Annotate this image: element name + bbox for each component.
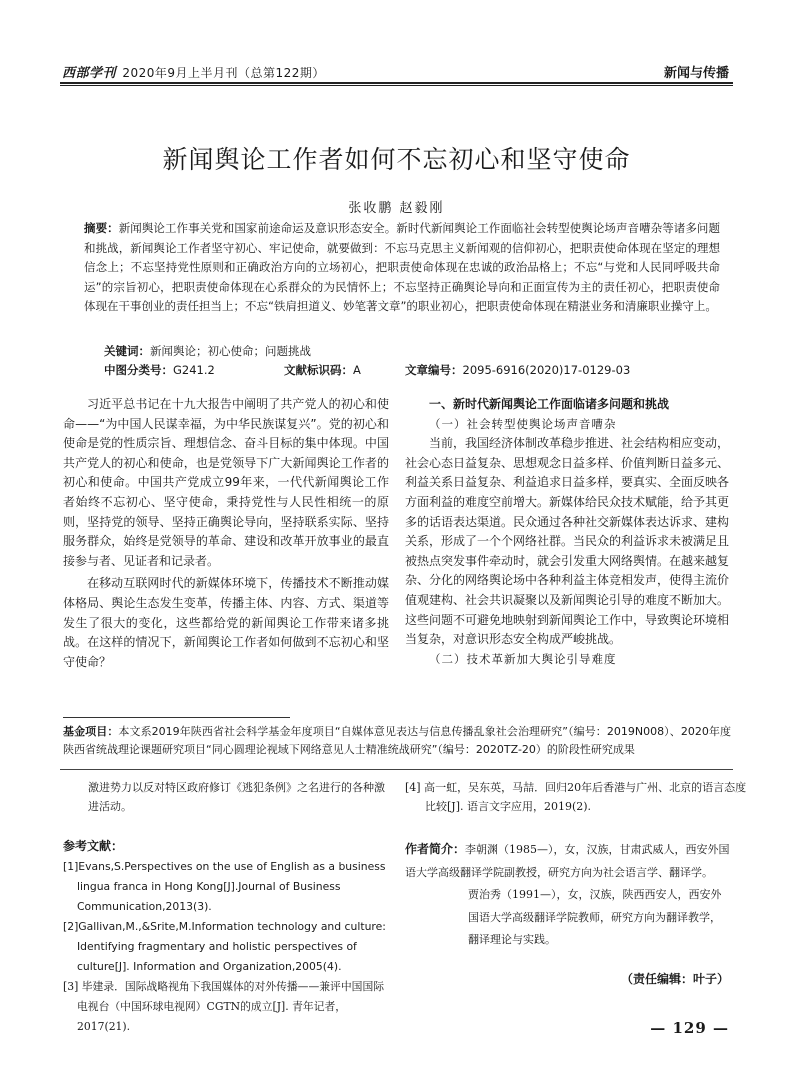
body-right-column bbox=[405, 395, 729, 669]
abstract-text: 新闻舆论工作事关党和国家前途命运及意识形态安全。新时代新闻舆论工作面临社会转型使舆论场声音嘈杂等诸多问题和挑战，新闻舆论工作者坚守初心、牢记使命，就要做到：不忘马克思主义新闻观的信仰初心，把职责使命体现在坚定的理想信念上；不忘坚持党性原则和正确政治方向的立场初心，把职责使命体现在忠诚的政治品格上；不忘“与党和人民同呼吸共命运”的宗旨初心，把职责使命体现在心系群众的为民情怀上；不忘坚持正确舆论导向和正面宣传为主的责任初心，把职责使命体现在干事创业的责任担当上；不忘“铁肩担道义、妙笔著文章”的职业初心，把职责使命体现在精湛业务和清廉职业操守上。 bbox=[84, 221, 721, 313]
bio-text: 贾治秀（1991—），女，汉族，陕西西安人，西安外国语大学高级翻译学院教师，研究方向为翻译教学，翻译理论与实践。 bbox=[468, 888, 722, 946]
subsection-heading: （一）社会转型使舆论场声音嘈杂 bbox=[429, 416, 617, 431]
clc-label: 中图分类号： bbox=[104, 363, 173, 377]
page-number: — 129 — bbox=[650, 1019, 729, 1037]
art-value: 2095-6916(2020)17-0129-03 bbox=[462, 363, 631, 377]
author-bio bbox=[405, 838, 731, 952]
journal-header bbox=[62, 62, 325, 81]
body-left-column bbox=[63, 395, 389, 672]
body-paragraph: 习近平总书记在十九大报告中阐明了共产党人的初心和使命——“为中国人民谋幸福，为中华民族谋复兴”。党的初心和使命是党的性质宗旨、理想信念、奋斗目标的集中体现。中国共产党人的初心和使命，也是党领导下广大新闻舆论工作者的初心和使命。中国共产党成立99年来，一代代新闻舆论工作者始终不忘初心、坚守使命，秉持党性与人民性相统一的原则，坚持党的领导、坚持正确舆论导向，坚持联系实际、坚持服务群众，始终是党领导的革命、建设和改革开放事业的最直接参与者、见证者和记录者。 bbox=[63, 397, 389, 568]
subsection-heading: （二）技术革新加大舆论引导难度 bbox=[429, 651, 617, 666]
reference-item: [3] 毕建录．国际战略视角下我国媒体的对外传播——兼评中国国际电视台（中国环球电视网）CGTN的成立[J]. 青年记者，2017(21). bbox=[63, 980, 385, 1033]
article-authors: 张收鹏 赵毅刚 bbox=[348, 201, 445, 216]
body-paragraph: 当前，我国经济体制改革稳步推进、社会结构相应变动，社会心态日益复杂、思想观念日益多样、价值判断日益多元、利益关系日益复杂、利益追求日益多样，要真实、全面反映各方面利益的难度空前增大。新媒体给民众技术赋能，给予其更多的话语表达渠道。民众通过各种社交新媒体表达诉求、建构关系，形成了一个个网络社群。当民众的利益诉求未被满足且被热点突发事件牵动时，就会引发重大网络舆情。在越来越复杂、分化的网络舆论场中各种利益主体竞相发声，使得主流价值观建构、社会共识凝聚以及新闻舆论引导的难度不断加大。这些问题不可避免地映射到新闻舆论工作中，导致舆论环境相当复杂，对意识形态安全构成严峻挑战。 bbox=[405, 436, 730, 647]
bio-label: 作者简介： bbox=[405, 842, 466, 856]
abstract bbox=[84, 219, 720, 317]
reference-item: [1]Evans,S.Perspectives on the use of English as a business lingua franca in Hong Kong[J].Journal of Business Communication,2013(3). bbox=[63, 860, 386, 913]
section-heading: 一、新时代新闻舆论工作面临诸多问题和挑战 bbox=[429, 397, 670, 411]
keywords bbox=[104, 343, 311, 359]
reference-4: [4] 高一虹，吴东英，马喆．回归20年后香港与广州、北京的语言态度比较[J]. 语言文字应用，2019(2). bbox=[405, 781, 747, 813]
journal-brand: 西部学刊 bbox=[62, 66, 117, 81]
article-separator bbox=[60, 769, 733, 770]
reference-item: [2]Gallivan,M.,&Srite,M.Information technology and culture: Identifying fragmentary and holistic perspectives of culture[J]. Information and Organization,2005(4). bbox=[63, 920, 386, 973]
funding-note bbox=[63, 723, 731, 759]
doc-code bbox=[284, 362, 361, 378]
bio-text: 李朝渊（1985—），女，汉族，甘肃武威人，西安外国语大学高级翻译学院副教授，研究方向为社会语言学、翻译学。 bbox=[405, 843, 730, 879]
funding-text: 本文系2019年陕西省社会科学基金年度项目“自媒体意见表达与信息传播乱象社会治理研究”（编号：2019N008）、2020年度陕西省统战理论课题研究项目“同心圆理论视域下网络意见人士精准统战研究”（编号：2020TZ-20）的阶段性研究成果 bbox=[63, 725, 731, 756]
section-name: 新闻与传播 bbox=[663, 66, 729, 81]
keywords-label: 关键词： bbox=[104, 344, 150, 358]
abstract-label: 摘要： bbox=[84, 221, 119, 235]
article-number bbox=[405, 362, 630, 378]
responsible-editor: （责任编辑：叶子） bbox=[620, 972, 729, 986]
header-rule bbox=[60, 82, 733, 84]
references-heading: 参考文献： bbox=[63, 839, 124, 853]
clc-number bbox=[104, 362, 215, 378]
body-paragraph: 在移动互联网时代的新媒体环境下，传播技术不断推动媒体格局、舆论生态发生变革，传播主体、内容、方式、渠道等发生了很大的变化，这些都给党的新闻舆论工作带来诸多挑战。在这样的情况下，新闻舆论工作者如何做到不忘初心和坚守使命？ bbox=[63, 576, 389, 669]
footnote-rule bbox=[63, 717, 290, 718]
doc-label: 文献标识码： bbox=[284, 363, 353, 377]
issue-info: 2020年9月上半月刊（总第122期） bbox=[122, 66, 325, 80]
funding-label: 基金项目： bbox=[63, 725, 119, 738]
keywords-text: 新闻舆论；初心使命；问题挑战 bbox=[150, 344, 311, 358]
art-label: 文章编号： bbox=[405, 363, 463, 377]
article-title: 新闻舆论工作者如何不忘初心和坚守使命 bbox=[162, 145, 631, 174]
header-rule-thin bbox=[60, 85, 733, 86]
doc-value: A bbox=[353, 363, 361, 377]
clc-value: G241.2 bbox=[173, 363, 215, 377]
references-list bbox=[63, 857, 393, 1037]
prev-article-note: 激进势力以反对特区政府修订《逃犯条例》之名进行的各种激进活动。 bbox=[88, 781, 385, 813]
